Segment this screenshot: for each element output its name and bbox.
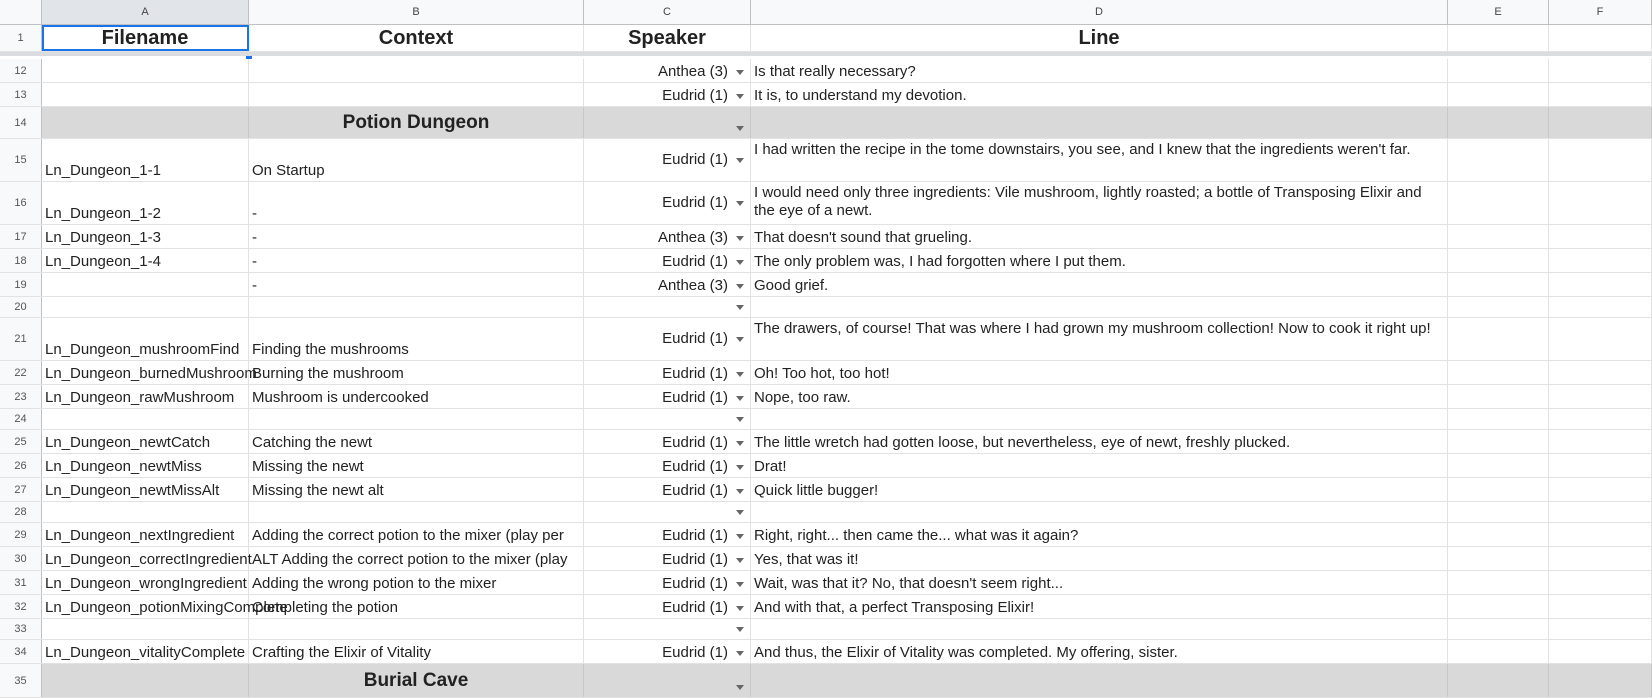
speaker-dropdown[interactable] [584,318,751,360]
dropdown-arrow-icon[interactable] [736,606,744,611]
line-cell[interactable] [751,502,1448,522]
speaker-dropdown[interactable] [584,664,751,697]
cell-f[interactable] [1549,139,1652,181]
cell-e1[interactable] [1448,25,1549,51]
cell-f[interactable] [1549,430,1652,453]
filename-cell[interactable]: Ln_Dungeon_newtMissAlt [42,478,249,501]
context-cell[interactable]: Adding the correct potion to the mixer (play per [249,523,584,546]
column-header-d[interactable]: D [751,0,1448,24]
dropdown-arrow-icon[interactable] [736,627,744,632]
filename-cell[interactable] [42,619,249,639]
table-row [0,249,1652,273]
cell-e[interactable] [1448,59,1549,82]
table-row [0,297,1652,318]
table-row [0,59,1652,83]
cell-e[interactable] [1448,595,1549,618]
cell-f[interactable] [1549,547,1652,570]
line-cell[interactable]: Is that really necessary? [751,59,1448,82]
context-cell[interactable]: - [249,225,584,248]
speaker-dropdown[interactable] [584,571,751,594]
row-number[interactable]: 29 [0,523,42,546]
cell-e[interactable] [1448,640,1549,663]
filename-cell[interactable] [42,664,249,697]
table-row [0,571,1652,595]
speaker-dropdown[interactable] [584,249,751,272]
cell-f[interactable] [1549,59,1652,82]
row-number[interactable]: 28 [0,502,42,522]
table-row [0,595,1652,619]
dropdown-arrow-icon[interactable] [736,372,744,377]
line-cell[interactable]: And with that, a perfect Transposing Elixir! [751,595,1448,618]
cell-f[interactable] [1549,619,1652,639]
cell-e[interactable] [1448,454,1549,477]
dropdown-arrow-icon[interactable] [736,510,744,515]
row-number[interactable]: 16 [0,182,42,224]
table-row [0,83,1652,107]
line-cell[interactable]: Right, right... then came the... what was it again? [751,523,1448,546]
table-row [0,385,1652,409]
speaker-value: Eudrid (1) [662,87,728,104]
table-row [0,547,1652,571]
line-cell[interactable]: Drat! [751,454,1448,477]
filename-cell[interactable]: Ln_Dungeon_rawMushroom [42,385,249,408]
line-cell[interactable] [751,619,1448,639]
speaker-dropdown[interactable] [584,297,751,317]
row-number[interactable]: 24 [0,409,42,429]
filename-cell[interactable] [42,59,249,82]
speaker-value: Eudrid (1) [662,458,728,475]
cell-e[interactable] [1448,478,1549,501]
filename-cell[interactable]: Ln_Dungeon_correctIngredient [42,547,249,570]
speaker-dropdown[interactable] [584,595,751,618]
row-number[interactable]: 32 [0,595,42,618]
line-cell[interactable]: Yes, that was it! [751,547,1448,570]
row-number[interactable]: 31 [0,571,42,594]
context-cell[interactable]: - [249,273,584,296]
dropdown-arrow-icon[interactable] [736,582,744,587]
speaker-dropdown[interactable] [584,107,751,138]
section-row [0,664,1652,698]
filename-cell[interactable] [42,107,249,138]
table-row [0,273,1652,297]
cell-e[interactable] [1448,409,1549,429]
dropdown-arrow-icon[interactable] [736,441,744,446]
filename-cell[interactable] [42,409,249,429]
column-header-c[interactable]: C [584,0,751,24]
table-row [0,361,1652,385]
cell-e[interactable] [1448,83,1549,106]
line-cell[interactable]: Wait, was that it? No, that doesn't seem right... [751,571,1448,594]
line-cell[interactable]: The drawers, of course! That was where I had grown my mushroom collection! Now to cook it right up! [751,318,1448,360]
row-number[interactable]: 20 [0,297,42,317]
speaker-value: Eudrid (1) [662,253,728,270]
row-number[interactable]: 19 [0,273,42,296]
row-number[interactable]: 30 [0,547,42,570]
cell-e[interactable] [1448,571,1549,594]
cell-f[interactable] [1549,182,1652,224]
filename-cell[interactable]: Ln_Dungeon_1-2 [42,182,249,224]
context-cell[interactable] [249,502,584,522]
line-cell[interactable]: And thus, the Elixir of Vitality was completed. My offering, sister. [751,640,1448,663]
context-cell[interactable] [249,619,584,639]
table-row [0,640,1652,664]
speaker-value: Anthea (3) [657,277,728,294]
filename-cell[interactable]: Ln_Dungeon_vitalityComplete [42,640,249,663]
row-number[interactable]: 14 [0,107,42,138]
filename-cell[interactable]: Ln_Dungeon_nextIngredient [42,523,249,546]
speaker-value: Eudrid (1) [662,599,728,616]
cell-e[interactable] [1448,249,1549,272]
dropdown-arrow-icon[interactable] [736,260,744,265]
filename-cell[interactable] [42,83,249,106]
speaker-dropdown[interactable] [584,361,751,384]
row-number[interactable]: 23 [0,385,42,408]
line-cell[interactable]: Good grief. [751,273,1448,296]
filename-cell[interactable]: Ln_Dungeon_newtMiss [42,454,249,477]
dropdown-arrow-icon[interactable] [736,337,744,342]
line-cell[interactable]: Oh! Too hot, too hot! [751,361,1448,384]
speaker-value: Eudrid (1) [662,193,728,211]
row-number[interactable]: 34 [0,640,42,663]
dropdown-arrow-icon[interactable] [736,94,744,99]
speaker-value: Eudrid (1) [662,575,728,592]
context-cell[interactable]: Finding the mushrooms [249,318,584,360]
filename-cell[interactable]: Ln_Dungeon_mushroomFind [42,318,249,360]
cell-e[interactable] [1448,502,1549,522]
filename-cell[interactable] [42,297,249,317]
table-row [0,318,1652,361]
table-row [0,523,1652,547]
cell-e[interactable] [1448,385,1549,408]
row-number[interactable]: 18 [0,249,42,272]
context-cell[interactable]: Missing the newt alt [249,478,584,501]
dropdown-arrow-icon[interactable] [736,651,744,656]
cell-f[interactable] [1549,273,1652,296]
line-cell[interactable]: The little wretch had gotten loose, but nevertheless, eye of newt, freshly plucked. [751,430,1448,453]
cell-e[interactable] [1448,430,1549,453]
speaker-value: Eudrid (1) [662,482,728,499]
cell-e[interactable] [1448,273,1549,296]
dropdown-arrow-icon[interactable] [736,417,744,422]
cell-e[interactable] [1448,619,1549,639]
column-header-a[interactable]: A [42,0,249,24]
dropdown-arrow-icon[interactable] [736,201,744,206]
line-cell[interactable]: Nope, too raw. [751,385,1448,408]
filename-cell[interactable]: Ln_Dungeon_1-1 [42,139,249,181]
column-header-f[interactable]: F [1549,0,1652,24]
cell-f[interactable] [1549,478,1652,501]
cell-f[interactable] [1549,640,1652,663]
table-row [0,409,1652,430]
cell-f[interactable] [1549,385,1652,408]
cell-f[interactable] [1549,571,1652,594]
cell-e[interactable] [1448,225,1549,248]
column-header-b[interactable]: B [249,0,584,24]
filename-cell[interactable] [42,502,249,522]
table-row [0,619,1652,640]
row-number[interactable]: 13 [0,83,42,106]
speaker-dropdown[interactable] [584,502,751,522]
table-row [0,139,1652,182]
line-cell[interactable] [751,664,1448,697]
context-cell[interactable]: Mushroom is undercooked [249,385,584,408]
filename-cell[interactable] [42,273,249,296]
cell-e[interactable] [1448,547,1549,570]
cell-f[interactable] [1549,318,1652,360]
line-cell[interactable] [751,297,1448,317]
select-all-corner[interactable] [0,0,42,24]
cell-e[interactable] [1448,139,1549,181]
cell-f[interactable] [1549,225,1652,248]
speaker-value: Eudrid (1) [662,644,728,661]
cell-f[interactable] [1549,83,1652,106]
speaker-value: Eudrid (1) [662,527,728,544]
cell-f[interactable] [1549,523,1652,546]
filename-cell[interactable]: Ln_Dungeon_wrongIngredient [42,571,249,594]
cell-f[interactable] [1549,107,1652,138]
table-row [0,478,1652,502]
frozen-row-divider[interactable] [0,52,1652,56]
cell-b1[interactable]: Context [249,25,584,51]
dropdown-arrow-icon[interactable] [736,558,744,563]
context-cell[interactable] [249,409,584,429]
row-number[interactable]: 15 [0,139,42,181]
speaker-value: Eudrid (1) [662,434,728,451]
filename-cell[interactable]: Ln_Dungeon_1-3 [42,225,249,248]
column-header-bar [0,0,1652,25]
context-cell[interactable]: Catching the newt [249,430,584,453]
dropdown-arrow-icon[interactable] [736,489,744,494]
section-title[interactable]: Burial Cave [249,664,584,697]
dropdown-arrow-icon[interactable] [736,126,744,131]
row-number[interactable]: 26 [0,454,42,477]
line-cell[interactable]: I would need only three ingredients: Vile mushroom, lightly roasted; a bottle of Transposing Elixir and the eye of a newt. [751,182,1448,224]
cell-c1[interactable]: Speaker [584,25,751,51]
cell-f[interactable] [1549,361,1652,384]
speaker-dropdown[interactable] [584,83,751,106]
cell-e[interactable] [1448,664,1549,697]
speaker-value: Anthea (3) [657,229,728,246]
context-cell[interactable] [249,297,584,317]
speaker-dropdown[interactable] [584,139,751,181]
context-cell[interactable] [249,83,584,106]
line-cell[interactable]: Quick little bugger! [751,478,1448,501]
line-cell[interactable]: That doesn't sound that grueling. [751,225,1448,248]
cell-e[interactable] [1448,318,1549,360]
speaker-value: Eudrid (1) [662,329,728,347]
dropdown-arrow-icon[interactable] [736,236,744,241]
cell-f[interactable] [1549,454,1652,477]
table-row [0,182,1652,225]
row-number[interactable]: 17 [0,225,42,248]
dropdown-arrow-icon[interactable] [736,284,744,289]
cell-f[interactable] [1549,664,1652,697]
speaker-dropdown[interactable] [584,430,751,453]
line-cell[interactable] [751,107,1448,138]
table-row [0,454,1652,478]
speaker-dropdown[interactable] [584,478,751,501]
cell-f[interactable] [1549,502,1652,522]
speaker-dropdown[interactable] [584,225,751,248]
row-number[interactable]: 12 [0,59,42,82]
section-row [0,107,1652,139]
context-cell[interactable]: Burning the mushroom [249,361,584,384]
speaker-dropdown[interactable] [584,547,751,570]
filename-cell[interactable]: Ln_Dungeon_burnedMushroom [42,361,249,384]
dropdown-arrow-icon[interactable] [736,305,744,310]
context-cell[interactable]: - [249,182,584,224]
row-number[interactable]: 25 [0,430,42,453]
cell-f[interactable] [1549,595,1652,618]
cell-e[interactable] [1448,361,1549,384]
speaker-value: Eudrid (1) [662,365,728,382]
speaker-value: Anthea (3) [657,63,728,80]
context-cell[interactable]: Adding the wrong potion to the mixer [249,571,584,594]
table-row [0,225,1652,249]
speaker-dropdown[interactable] [584,182,751,224]
context-cell[interactable] [249,59,584,82]
filename-cell[interactable]: Ln_Dungeon_1-4 [42,249,249,272]
speaker-dropdown[interactable] [584,640,751,663]
context-cell[interactable]: Completing the potion [249,595,584,618]
table-row [0,502,1652,523]
speaker-dropdown[interactable] [584,59,751,82]
speaker-dropdown[interactable] [584,619,751,639]
filename-cell[interactable]: Ln_Dungeon_newtCatch [42,430,249,453]
line-cell[interactable]: I had written the recipe in the tome downstairs, you see, and I knew that the ingredients weren't far. [751,139,1448,181]
context-cell[interactable]: Missing the newt [249,454,584,477]
cell-e[interactable] [1448,107,1549,138]
speaker-dropdown[interactable] [584,454,751,477]
context-cell[interactable]: On Startup [249,139,584,181]
line-cell[interactable]: It is, to understand my devotion. [751,83,1448,106]
table-row [0,25,1652,52]
context-cell[interactable]: Crafting the Elixir of Vitality [249,640,584,663]
cell-e[interactable] [1448,297,1549,317]
line-cell[interactable]: The only problem was, I had forgotten where I put them. [751,249,1448,272]
speaker-dropdown[interactable] [584,523,751,546]
row-number[interactable]: 22 [0,361,42,384]
dropdown-arrow-icon[interactable] [736,534,744,539]
speaker-value: Eudrid (1) [662,551,728,568]
cell-a1[interactable]: Filename [42,25,249,51]
dropdown-arrow-icon[interactable] [736,396,744,401]
cell-f[interactable] [1549,409,1652,429]
speaker-value: Eudrid (1) [662,150,728,168]
speaker-dropdown[interactable] [584,385,751,408]
cell-f[interactable] [1549,297,1652,317]
context-cell[interactable]: - [249,249,584,272]
row-number[interactable]: 33 [0,619,42,639]
row-number[interactable]: 35 [0,664,42,697]
cell-e[interactable] [1448,182,1549,224]
cell-e[interactable] [1448,523,1549,546]
dropdown-arrow-icon[interactable] [736,158,744,163]
filename-cell[interactable]: Ln_Dungeon_potionMixingComplete [42,595,249,618]
table-row [0,430,1652,454]
line-cell[interactable] [751,409,1448,429]
cell-d1[interactable]: Line [751,25,1448,51]
speaker-dropdown[interactable] [584,273,751,296]
cell-f[interactable] [1549,249,1652,272]
cell-f1[interactable] [1549,25,1652,51]
speaker-dropdown[interactable] [584,409,751,429]
row-number[interactable]: 1 [0,25,42,51]
column-header-e[interactable]: E [1448,0,1549,24]
row-number[interactable]: 27 [0,478,42,501]
dropdown-arrow-icon[interactable] [736,685,744,690]
speaker-value: Eudrid (1) [662,389,728,406]
context-cell[interactable]: ALT Adding the correct potion to the mixer (play [249,547,584,570]
section-title[interactable]: Potion Dungeon [249,107,584,138]
dropdown-arrow-icon[interactable] [736,70,744,75]
dropdown-arrow-icon[interactable] [736,465,744,470]
row-number[interactable]: 21 [0,318,42,360]
